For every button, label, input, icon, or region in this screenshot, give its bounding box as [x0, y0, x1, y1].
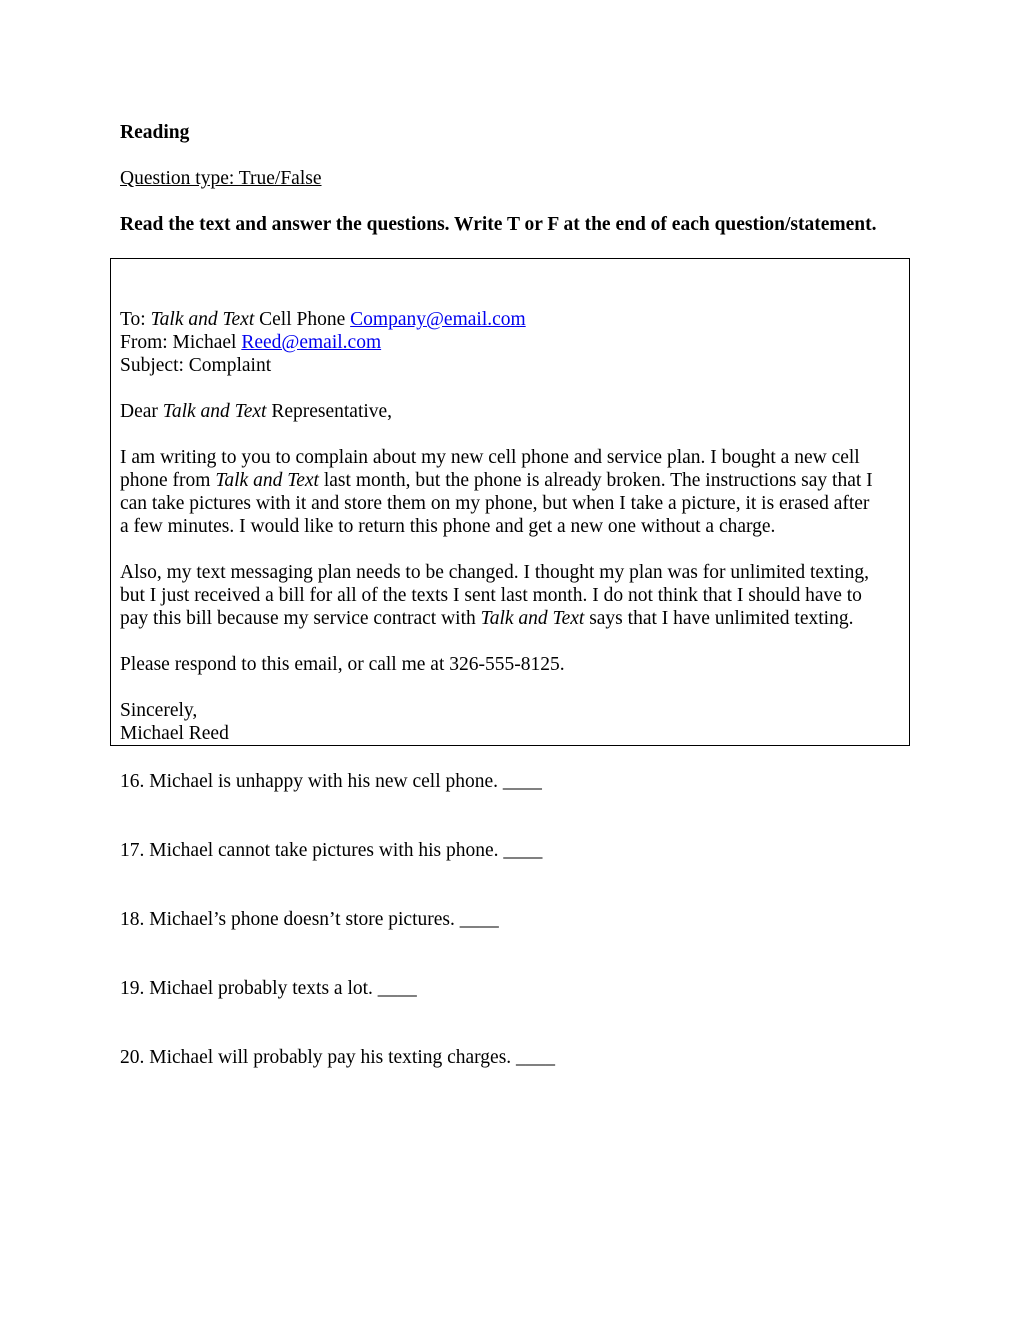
question-16: 16. Michael is unhappy with his new cell phone. ____ [120, 771, 542, 792]
company-name-italic: Talk and Text [480, 608, 585, 629]
paragraph-line [120, 607, 900, 630]
paragraph-line: but I just received a bill for all of the texts I sent last month. I do not think that I should have to [120, 585, 862, 606]
paragraph-line: can take pictures with it and store them on my phone, but when I take a picture, it is erased after [120, 493, 870, 514]
to-email-link[interactable]: Company@email.com [350, 309, 526, 330]
question-list [120, 770, 555, 1115]
email-closing: Sincerely, [120, 700, 198, 721]
greeting-post: Representative, [271, 401, 393, 422]
email-paragraph-2 [120, 561, 900, 630]
question-17: 17. Michael cannot take pictures with his phone. ____ [120, 840, 543, 861]
email-paragraph-1 [120, 446, 900, 538]
text-segment: pay this bill because my service contract with [120, 608, 476, 629]
question-20: 20. Michael will probably pay his texting charges. ____ [120, 1047, 556, 1068]
paragraph-line: Also, my text messaging plan needs to be changed. I thought my plan was for unlimited texting, [120, 562, 869, 583]
email-to-line [120, 308, 900, 331]
question-19: 19. Michael probably texts a lot. ____ [120, 978, 417, 999]
paragraph-line: a few minutes. I would like to return this phone and get a new one without a charge. [120, 516, 776, 537]
company-name-italic: Talk and Text [215, 470, 319, 491]
text-segment: last month, but the phone is already broken. The instructions say that I [323, 470, 873, 491]
greeting-company-name: Talk and Text [162, 401, 267, 422]
greeting-pre: Dear [120, 401, 158, 422]
email-box [110, 258, 910, 746]
email-content [120, 308, 900, 745]
email-greeting [120, 400, 900, 423]
to-text: Cell Phone [259, 309, 346, 330]
text-segment: phone from [120, 470, 211, 491]
question-type-label: Question type: True/False [120, 168, 322, 189]
section-heading: Reading [120, 122, 190, 143]
text-segment: says that I have unlimited texting. [589, 608, 854, 629]
to-label: To: [120, 309, 146, 330]
from-email-link[interactable]: Reed@email.com [241, 332, 382, 353]
instructions: Read the text and answer the questions. Write T or F at the end of each question/statement. [120, 214, 877, 235]
email-from-line [120, 331, 900, 354]
email-paragraph-3: Please respond to this email, or call me at 326-555-8125. [120, 654, 565, 675]
email-signature: Michael Reed [120, 723, 229, 744]
email-subject-line: Subject: Complaint [120, 355, 272, 376]
paragraph-line [120, 469, 900, 492]
paragraph-line: I am writing to you to complain about my new cell phone and service plan. I bought a new cell [120, 447, 860, 468]
question-18: 18. Michael’s phone doesn’t store pictures. ____ [120, 909, 499, 930]
to-company-name: Talk and Text [150, 309, 255, 330]
from-label: From: Michael [120, 332, 237, 353]
